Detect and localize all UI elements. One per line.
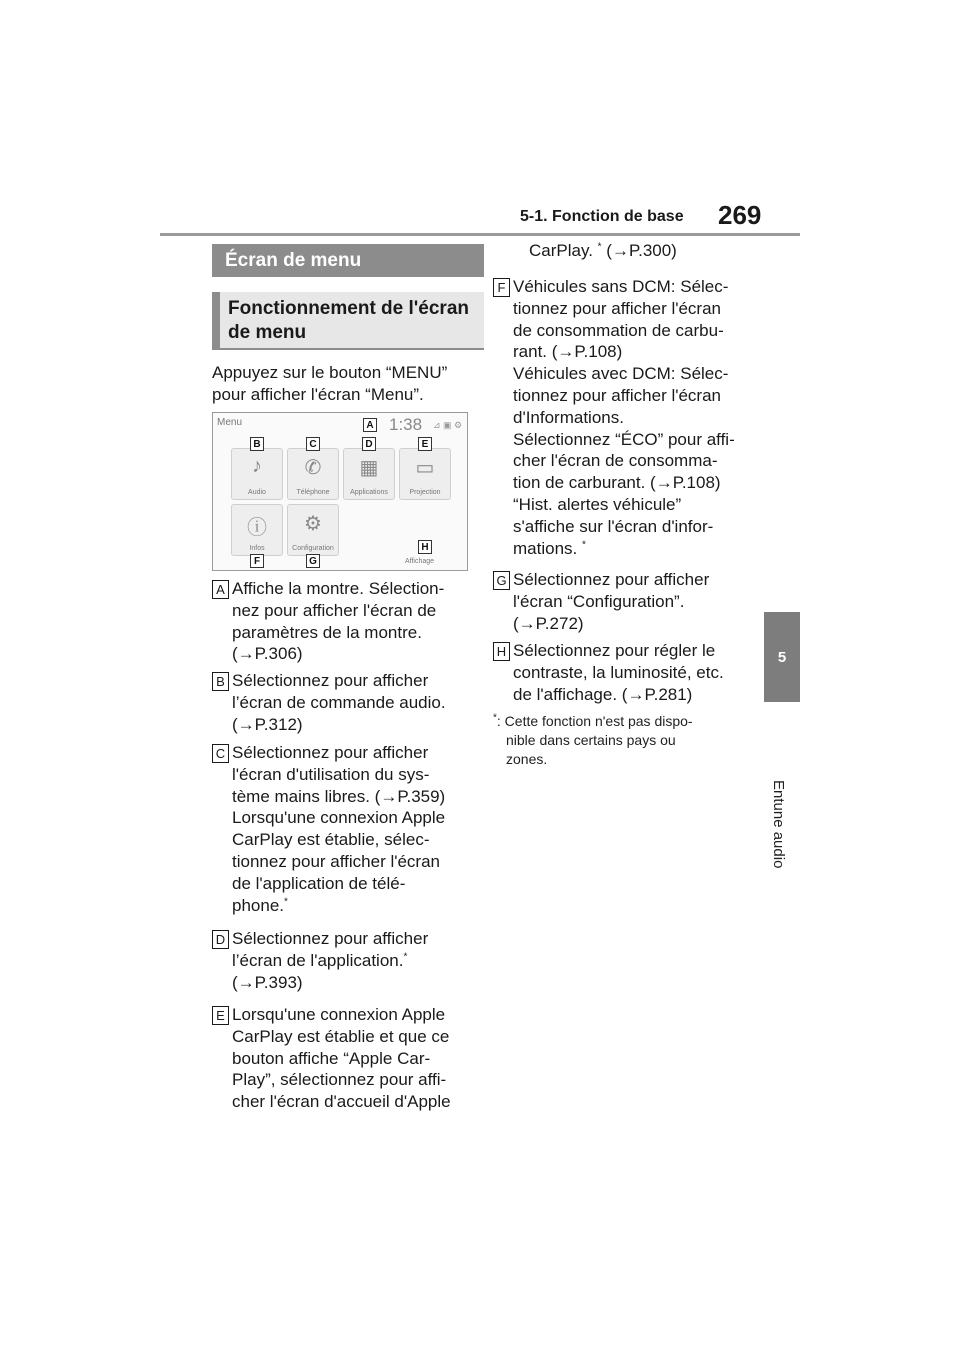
item-description: Sélectionnez pour régler le contraste, la luminosité, etc. de l'affichage. (→P.281) [513, 641, 724, 704]
header-section-title: 5-1. Fonction de base [520, 208, 684, 225]
tile-audio [231, 448, 283, 500]
item-description: Sélectionnez pour afficher l’écran de commande audio. (→P.312) [232, 671, 446, 734]
page-number: 269 [718, 200, 762, 230]
item-letter-box: D [212, 930, 229, 949]
tile-label: Projection [409, 489, 441, 496]
chapter-tab: 5 [764, 612, 800, 702]
item-text-after: (→P.393) [232, 972, 303, 992]
item-b [212, 670, 462, 735]
continuation-text: CarPlay. [529, 241, 598, 260]
tile-applications [343, 448, 395, 500]
item-description: Lorsqu'une connexion Apple CarPlay est établie et que ce bouton affiche “Apple Car- Play”, sélectionnez pour affi- cher l'écran d'accueil d'Apple [232, 1005, 451, 1112]
tile-label: Configuration [292, 545, 334, 552]
display-button: Affichage [405, 558, 435, 565]
screen-status-icons: ⊿ ▣ ⚙ [433, 420, 463, 430]
tile-label: Audio [248, 489, 266, 496]
grid-icon: ▦ [359, 457, 379, 479]
footnote-mark: * [597, 241, 602, 253]
screen-clock: 1:38 [389, 415, 423, 434]
tile-telephone [287, 448, 339, 500]
item-e-continuation [509, 240, 754, 262]
menu-screen-illustration [212, 412, 468, 571]
callout-e: E [418, 437, 432, 451]
item-f [493, 276, 743, 559]
item-d [212, 928, 462, 993]
item-description: Affiche la montre. Sélection- nez pour afficher l'écran de paramètres de la montre. (→P.306) [232, 579, 445, 664]
item-description [232, 928, 462, 993]
sub-heading: Fonctionnement de l'écran de menu [212, 292, 484, 350]
item-text: Sélectionnez pour afficher l'écran d'utilisation du sys- tème mains libres. (→P.359) Lorsqu'une connexion Apple CarPlay est établie, sélec- tionnez pour afficher l'écran de l'application de télé- phone. [232, 743, 446, 915]
footnote-mark: * [581, 538, 586, 550]
footnote-continuation: nible dans certains pays ou zones. [506, 732, 676, 767]
tile-configuration [287, 504, 339, 556]
item-letter-box: B [212, 672, 229, 691]
item-text: Véhicules sans DCM: Sélec- tionnez pour afficher l'écran de consommation de carbu- rant. (→P.108) Véhicules avec DCM: Sélec- tionnez pour afficher l'écran d'Informations. Sélectionnez “ÉCO” pour affi- cher l'écran de consomma- tion de carburant. (→P.108) “Hist. alertes véhicule” s'affiche sur l'écran d'infor- mations. [513, 277, 735, 558]
item-letter-box: F [493, 278, 510, 297]
item-h [493, 640, 743, 705]
intro-paragraph: Appuyez sur le bouton “MENU” pour afficher l'écran “Menu”. [212, 363, 448, 404]
projection-icon: ▭ [415, 457, 435, 479]
callout-b: B [250, 437, 264, 451]
item-letter-box: A [212, 580, 229, 599]
footnote-text: : Cette fonction n'est pas dispo- [496, 713, 693, 729]
item-a [212, 578, 462, 665]
chapter-label: Entune audio [770, 780, 787, 869]
phone-icon: ✆ [304, 457, 322, 479]
callout-f: F [250, 554, 264, 568]
info-icon: ⓘ [247, 517, 267, 539]
tile-projection [399, 448, 451, 500]
item-description: Sélectionnez pour afficher l'écran “Configuration”. (→P.272) [513, 570, 710, 633]
callout-g: G [306, 554, 320, 568]
header-rule [160, 233, 800, 236]
tile-label: Applications [350, 489, 388, 496]
item-text: Sélectionnez pour afficher l’écran de l'application. [232, 929, 429, 970]
continuation-after: (→P.300) [601, 241, 677, 260]
item-c [212, 742, 462, 916]
screen-menu-title: Menu [217, 417, 243, 428]
tile-label: Infos [249, 545, 265, 552]
item-g [493, 569, 743, 634]
item-letter-box: H [493, 642, 510, 661]
callout-h: H [418, 540, 432, 554]
callout-d: D [362, 437, 376, 451]
gear-icon: ⚙ [304, 513, 322, 535]
item-description [232, 742, 462, 916]
callout-c: C [306, 437, 320, 451]
footnote-mark: * [493, 712, 497, 724]
footnote-mark: * [284, 895, 288, 907]
footnote [493, 712, 753, 769]
item-letter-box: C [212, 744, 229, 763]
callout-a: A [363, 418, 377, 432]
footnote-first-line [493, 712, 753, 731]
item-e [212, 1004, 462, 1113]
music-note-icon: ♪ [252, 455, 262, 477]
tile-label: Téléphone [296, 489, 330, 496]
footnote-mark: * [403, 951, 408, 963]
tile-infos [231, 504, 283, 556]
item-letter-box: E [212, 1006, 229, 1025]
item-description [513, 276, 743, 559]
item-letter-box: G [493, 571, 510, 590]
section-heading: Écran de menu [212, 244, 484, 277]
